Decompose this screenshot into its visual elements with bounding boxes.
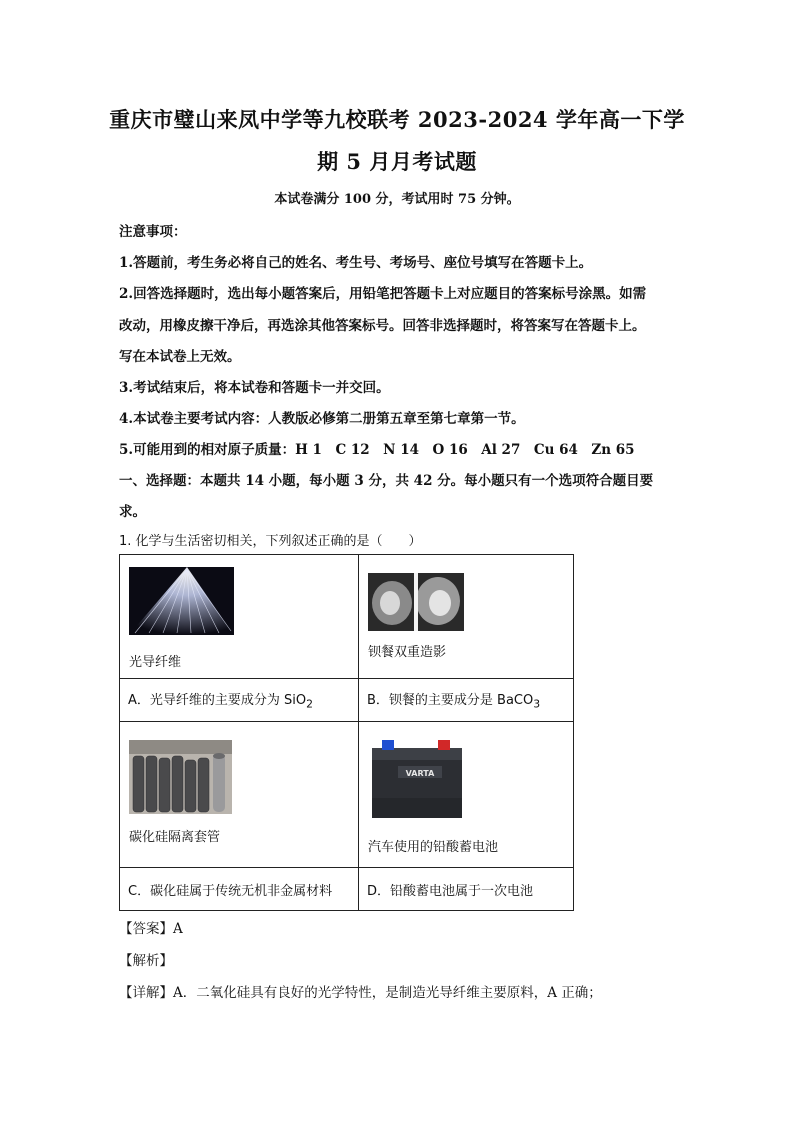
answer-line: 【答案】A bbox=[119, 921, 183, 937]
option-a-text: A．光导纤维的主要成分为 SiO bbox=[128, 693, 307, 709]
detail-line: 【详解】A．二氧化硅具有良好的光学特性，是制造光导纤维主要原料，A 正确； bbox=[119, 985, 602, 1001]
exam-info: 本试卷满分 100 分，考试用时 75 分钟。 bbox=[274, 192, 520, 207]
question-1-stem: 1. 化学与生活密切相关，下列叙述正确的是（ ） bbox=[119, 534, 422, 549]
cell-sic bbox=[120, 722, 359, 868]
option-b bbox=[359, 679, 574, 722]
notice-item-3: 3.考试结束后，将本试卷和答题卡一并交回。 bbox=[119, 380, 390, 396]
option-b-text: B．钡餐的主要成分是 BaCO bbox=[367, 693, 534, 709]
option-d bbox=[359, 868, 574, 911]
optical-fiber-image bbox=[129, 567, 234, 635]
silicon-carbide-tubes-image bbox=[129, 740, 232, 814]
battery-caption: 汽车使用的铅酸蓄电池 bbox=[368, 840, 499, 855]
option-c-text: C．碳化硅属于传统无机非金属材料 bbox=[128, 883, 333, 899]
section-heading-cont: 求。 bbox=[119, 504, 146, 520]
exam-title-line2: 期 5 月月考试题 bbox=[317, 149, 477, 174]
lead-acid-battery-image bbox=[368, 736, 466, 820]
option-c bbox=[120, 868, 359, 911]
notice-item-4: 4.本试卷主要考试内容：人教版必修第二册第五章至第七章第一节。 bbox=[119, 411, 525, 427]
battery-brand-label: VARTA bbox=[405, 769, 435, 778]
option-d-text: D．铅酸蓄电池属于一次电池 bbox=[367, 883, 534, 899]
option-a-subscript: 2 bbox=[306, 697, 314, 711]
notice-heading: 注意事项： bbox=[119, 224, 187, 240]
question-1-table bbox=[119, 554, 574, 911]
cell-battery bbox=[359, 722, 574, 868]
notice-item-2-end: 写在本试卷上无效。 bbox=[119, 349, 241, 365]
cell-fiber bbox=[120, 555, 359, 679]
option-a bbox=[120, 679, 359, 722]
exam-title-line1: 重庆市璧山来凤中学等九校联考 2023-2024 学年高一下学 bbox=[109, 107, 685, 132]
cell-barium bbox=[359, 555, 574, 679]
xray-image bbox=[368, 573, 464, 631]
notice-item-2: 2.回答选择题时，选出每小题答案后，用铅笔把答题卡上对应题目的答案标号涂黑。如需 bbox=[119, 286, 647, 302]
option-b-subscript: 3 bbox=[533, 697, 541, 711]
sic-caption: 碳化硅隔离套管 bbox=[129, 830, 221, 845]
barium-caption: 钡餐双重造影 bbox=[368, 645, 447, 660]
analysis-label: 【解析】 bbox=[119, 953, 173, 969]
notice-item-2-cont: 改动，用橡皮擦干净后，再选涂其他答案标号。回答非选择题时，将答案写在答题卡上。 bbox=[119, 318, 646, 334]
notice-item-1: 1.答题前，考生务必将自己的姓名、考生号、考场号、座位号填写在答题卡上。 bbox=[119, 255, 593, 271]
section-heading: 一、选择题：本题共 14 小题，每小题 3 分，共 42 分。每小题只有一个选项符合题目要 bbox=[119, 473, 654, 489]
fiber-caption: 光导纤维 bbox=[129, 655, 182, 670]
notice-item-5: 5.可能用到的相对原子质量：H 1 C 12 N 14 O 16 Al 27 Cu 64 Zn 65 bbox=[119, 442, 635, 458]
